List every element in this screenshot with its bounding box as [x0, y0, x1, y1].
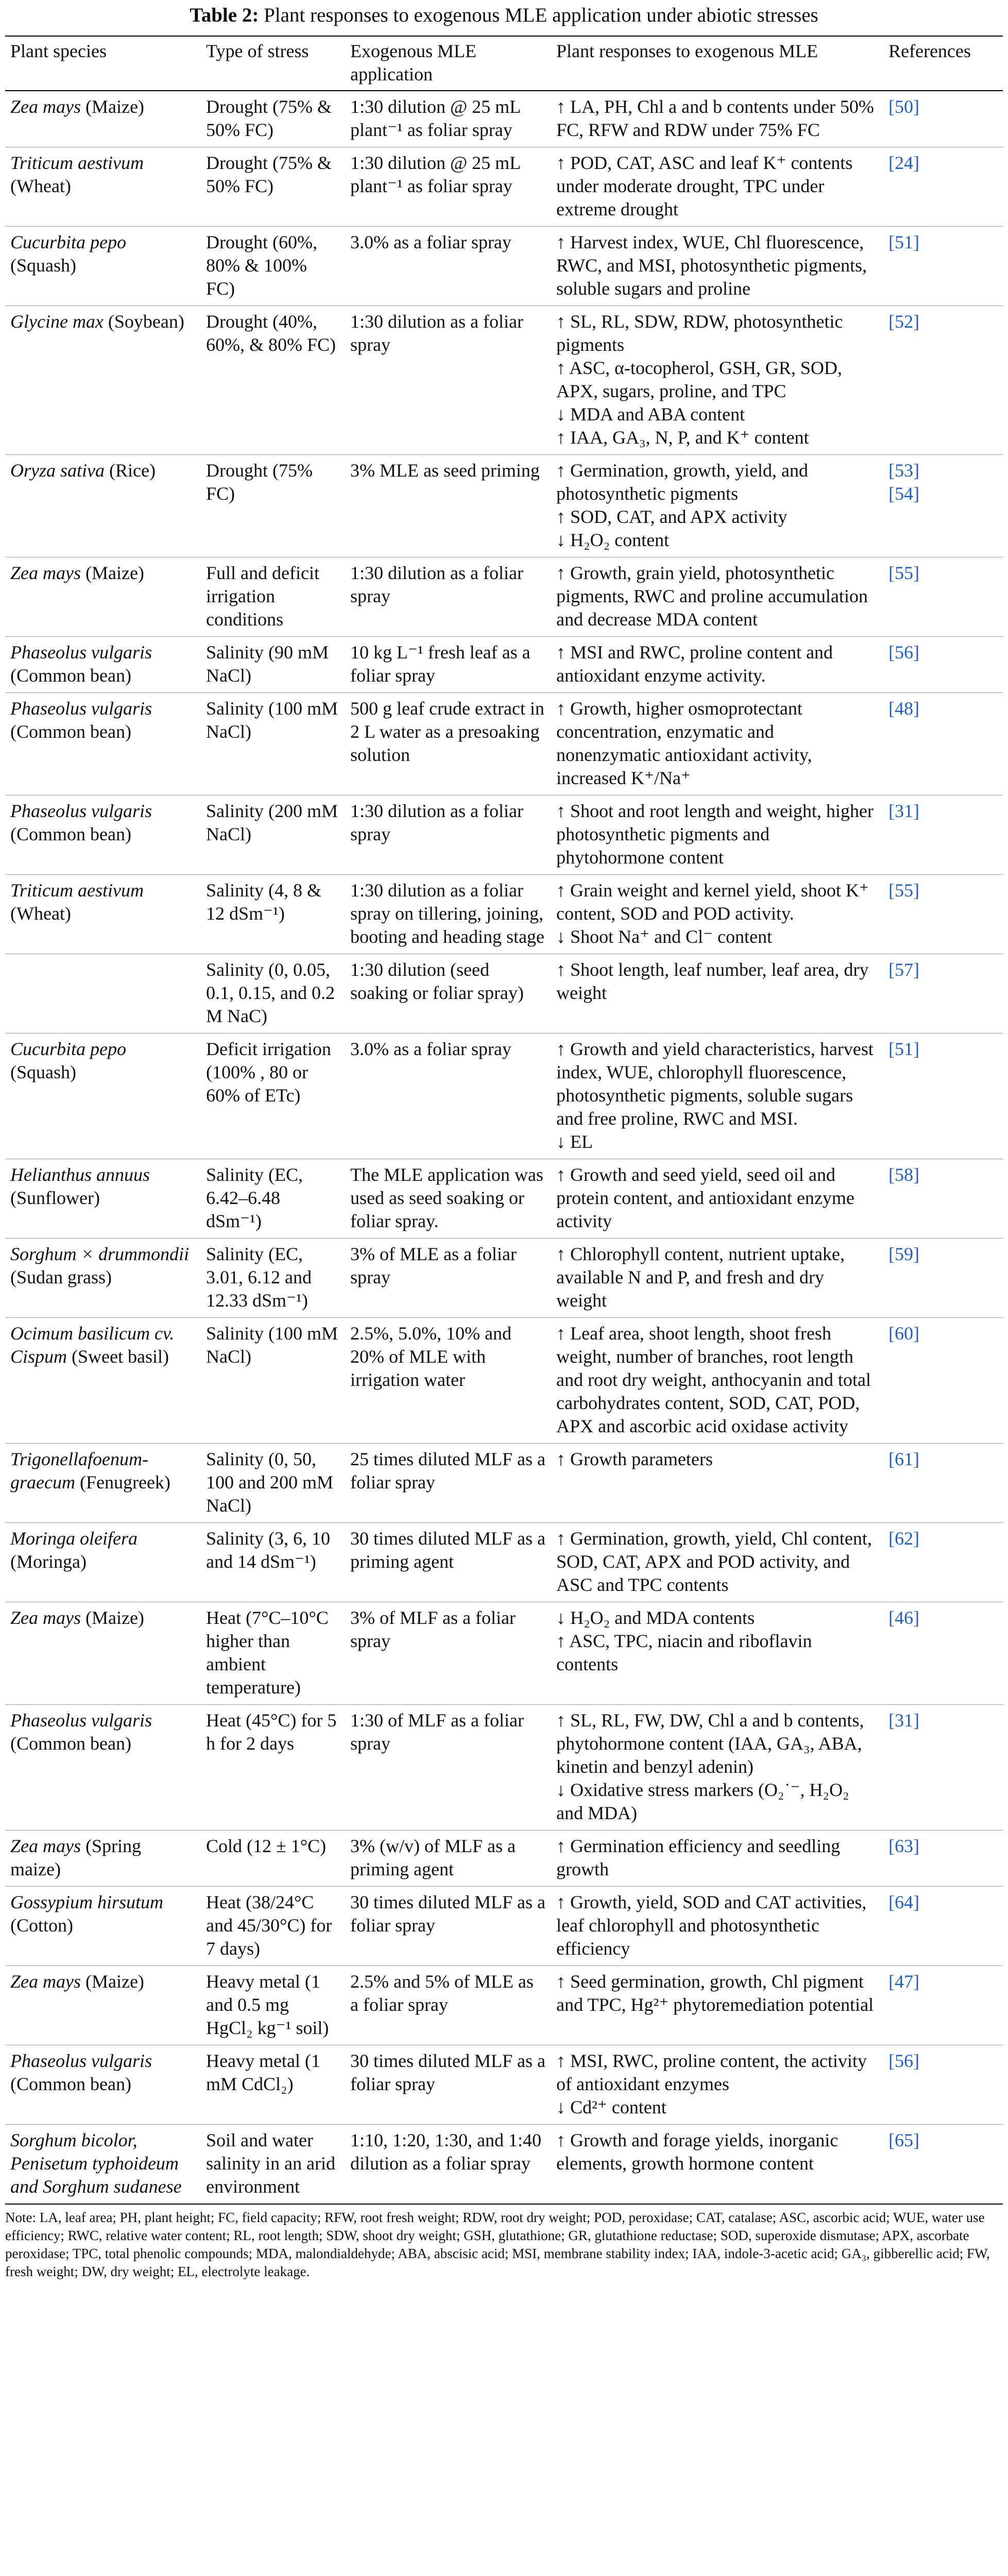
- species-scientific-name: Phaseolus vulgaris: [10, 641, 152, 663]
- species-scientific-name: Sorghum bicolor, Penisetum typhoideum and Sorghum sudanese: [10, 2129, 182, 2197]
- cell-type-of-stress: Salinity (EC, 3.01, 6.12 and 12.33 dSm⁻¹): [201, 1238, 345, 1317]
- cell-plant-species: [5, 226, 201, 306]
- table-caption: [5, 3, 1003, 28]
- table-row: [5, 147, 1003, 226]
- table-row: [5, 226, 1003, 306]
- table-row: [5, 2045, 1003, 2124]
- document: [5, 0, 1003, 2281]
- reference-link[interactable]: [64]: [883, 1886, 1003, 1965]
- table-label: Table 2:: [190, 4, 259, 26]
- reference-link[interactable]: [52]: [883, 306, 1003, 454]
- species-scientific-name: Phaseolus vulgaris: [10, 800, 152, 821]
- cell-mle-application: 3.0% as a foliar spray: [345, 226, 551, 306]
- species-scientific-name: Cucurbita pepo: [10, 1038, 126, 1059]
- species-common-name: (Moringa): [10, 1551, 87, 1572]
- reference-link[interactable]: [31]: [883, 1704, 1003, 1830]
- species-common-name: (Squash): [10, 255, 76, 276]
- cell-mle-application: 30 times diluted MLF as a foliar spray: [345, 2045, 551, 2124]
- species-common-name: (Common bean): [10, 665, 131, 686]
- cell-plant-species: [5, 1965, 201, 2045]
- cell-plant-response: ↑ Growth parameters: [551, 1443, 883, 1522]
- cell-mle-application: 2.5% and 5% of MLE as a foliar spray: [345, 1965, 551, 2045]
- reference-link[interactable]: [63]: [883, 1830, 1003, 1886]
- cell-mle-application: 1:30 dilution (seed soaking or foliar spray): [345, 954, 551, 1033]
- cell-plant-species: [5, 2045, 201, 2124]
- abiotic-stress-table: [5, 36, 1003, 2205]
- species-scientific-name: Ocimum basilicum cv. Cispum: [10, 1323, 175, 1367]
- cell-mle-application: 3% (w/v) of MLF as a priming agent: [345, 1830, 551, 1886]
- cell-plant-response: ↑ Grain weight and kernel yield, shoot K⁺ content, SOD and POD activity. ↓ Shoot Na⁺ and Cl⁻ content: [551, 874, 883, 954]
- table-row: [5, 795, 1003, 874]
- cell-plant-species: [5, 2124, 201, 2204]
- reference-link[interactable]: [62]: [883, 1522, 1003, 1602]
- table-header: [5, 36, 1003, 91]
- reference-link[interactable]: [50]: [883, 91, 1003, 147]
- cell-plant-response: ↑ Seed germination, growth, Chl pigment and TPC, Hg²⁺ phytoremediation potential: [551, 1965, 883, 2045]
- cell-plant-species: [5, 795, 201, 874]
- cell-plant-species: [5, 147, 201, 226]
- species-scientific-name: Moringa oleifera: [10, 1528, 138, 1549]
- cell-mle-application: 1:30 dilution @ 25 mL plant⁻¹ as foliar spray: [345, 91, 551, 147]
- cell-plant-response: ↑ Growth and forage yields, inorganic elements, growth hormone content: [551, 2124, 883, 2204]
- cell-plant-species: [5, 1443, 201, 1522]
- species-common-name: (Sudan grass): [10, 1266, 112, 1287]
- species-common-name: (Maize): [81, 562, 144, 583]
- table-row: [5, 1522, 1003, 1602]
- reference-link[interactable]: [55]: [883, 557, 1003, 636]
- cell-plant-response: ↑ MSI and RWC, proline content and antioxidant enzyme activity.: [551, 636, 883, 692]
- cell-plant-response: ↑ MSI, RWC, proline content, the activity of antioxidant enzymes ↓ Cd²⁺ content: [551, 2045, 883, 2124]
- species-scientific-name: Zea mays: [10, 1971, 81, 1992]
- cell-plant-response: ↑ Growth and seed yield, seed oil and protein content, and antioxidant enzyme activity: [551, 1159, 883, 1238]
- reference-link[interactable]: [53] [54]: [883, 454, 1003, 557]
- cell-plant-species: [5, 636, 201, 692]
- species-common-name: (Common bean): [10, 2073, 131, 2094]
- cell-type-of-stress: Salinity (90 mM NaCl): [201, 636, 345, 692]
- reference-link[interactable]: [56]: [883, 2045, 1003, 2124]
- cell-type-of-stress: Heat (45°C) for 5 h for 2 days: [201, 1704, 345, 1830]
- species-common-name: (Spring maize): [10, 1835, 141, 1879]
- cell-plant-species: [5, 1033, 201, 1159]
- cell-plant-species: [5, 91, 201, 147]
- cell-plant-species: [5, 954, 201, 1033]
- reference-link[interactable]: [60]: [883, 1317, 1003, 1443]
- cell-mle-application: 1:30 dilution as a foliar spray: [345, 306, 551, 454]
- reference-link[interactable]: [65]: [883, 2124, 1003, 2204]
- species-common-name: (Common bean): [10, 823, 131, 844]
- cell-type-of-stress: Heavy metal (1 and 0.5 mg HgCl₂ kg⁻¹ soil): [201, 1965, 345, 2045]
- cell-mle-application: 1:30 dilution @ 25 mL plant⁻¹ as foliar spray: [345, 147, 551, 226]
- table-row: [5, 1886, 1003, 1965]
- reference-link[interactable]: [61]: [883, 1443, 1003, 1522]
- table-row: [5, 1965, 1003, 2045]
- cell-type-of-stress: Salinity (EC, 6.42–6.48 dSm⁻¹): [201, 1159, 345, 1238]
- reference-link[interactable]: [31]: [883, 795, 1003, 874]
- species-scientific-name: Zea mays: [10, 1607, 81, 1628]
- cell-plant-response: ↑ POD, CAT, ASC and leaf K⁺ contents under moderate drought, TPC under extreme drought: [551, 147, 883, 226]
- species-scientific-name: Oryza sativa: [10, 460, 105, 481]
- reference-link[interactable]: [24]: [883, 147, 1003, 226]
- cell-type-of-stress: Salinity (0, 0.05, 0.1, 0.15, and 0.2 M NaC): [201, 954, 345, 1033]
- cell-mle-application: 1:30 dilution as a foliar spray: [345, 795, 551, 874]
- cell-type-of-stress: Heat (7°C–10°C higher than ambient temperature): [201, 1602, 345, 1704]
- cell-plant-response: ↑ Growth, higher osmoprotectant concentration, enzymatic and nonenzymatic antioxidant activity, increased K⁺/Na⁺: [551, 692, 883, 795]
- reference-link[interactable]: [46]: [883, 1602, 1003, 1704]
- cell-plant-response: ↑ Shoot length, leaf number, leaf area, dry weight: [551, 954, 883, 1033]
- species-scientific-name: Sorghum × drummondii: [10, 1243, 189, 1264]
- cell-plant-species: [5, 1317, 201, 1443]
- cell-type-of-stress: Cold (12 ± 1°C): [201, 1830, 345, 1886]
- cell-plant-species: [5, 1830, 201, 1886]
- table-body: [5, 91, 1003, 2204]
- cell-mle-application: 500 g leaf crude extract in 2 L water as a presoaking solution: [345, 692, 551, 795]
- reference-link[interactable]: [51]: [883, 1033, 1003, 1159]
- species-scientific-name: Trigonellafoenum-graecum: [10, 1448, 148, 1493]
- species-common-name: (Maize): [81, 96, 144, 117]
- cell-type-of-stress: Drought (75% & 50% FC): [201, 147, 345, 226]
- species-scientific-name: Triticum aestivum: [10, 879, 144, 901]
- cell-type-of-stress: Salinity (200 mM NaCl): [201, 795, 345, 874]
- cell-plant-species: [5, 1602, 201, 1704]
- cell-type-of-stress: Drought (60%, 80% & 100% FC): [201, 226, 345, 306]
- cell-plant-response: ↑ Growth and yield characteristics, harvest index, WUE, chlorophyll fluorescence, photosynthetic pigments, soluble sugars and free proline, RWC and MSI. ↓ EL: [551, 1033, 883, 1159]
- cell-plant-species: [5, 1238, 201, 1317]
- table-row: [5, 1602, 1003, 1704]
- species-scientific-name: Phaseolus vulgaris: [10, 1709, 152, 1731]
- reference-link[interactable]: [48]: [883, 692, 1003, 795]
- species-scientific-name: Helianthus annuus: [10, 1164, 150, 1185]
- col-references: References: [883, 36, 1003, 91]
- cell-plant-response: ↑ Chlorophyll content, nutrient uptake, available N and P, and fresh and dry weight: [551, 1238, 883, 1317]
- col-type-of-stress: Type of stress: [201, 36, 345, 91]
- cell-plant-species: [5, 1159, 201, 1238]
- cell-plant-response: ↑ Germination efficiency and seedling growth: [551, 1830, 883, 1886]
- cell-plant-response: ↓ H₂O₂ and MDA contents ↑ ASC, TPC, niacin and riboflavin contents: [551, 1602, 883, 1704]
- cell-mle-application: 3% of MLE as a foliar spray: [345, 1238, 551, 1317]
- species-common-name: (Soybean): [103, 311, 184, 332]
- reference-link[interactable]: [56]: [883, 636, 1003, 692]
- cell-type-of-stress: Salinity (4, 8 & 12 dSm⁻¹): [201, 874, 345, 954]
- species-scientific-name: Triticum aestivum: [10, 152, 144, 173]
- cell-type-of-stress: Deficit irrigation (100% , 80 or 60% of ETc): [201, 1033, 345, 1159]
- cell-type-of-stress: Drought (75% FC): [201, 454, 345, 557]
- table-row: [5, 91, 1003, 147]
- cell-plant-species: [5, 557, 201, 636]
- table-note: Note: LA, leaf area; PH, plant height; FC, field capacity; RFW, root fresh weight; RDW, root dry weight; POD, peroxidase; CAT, catalase; ASC, ascorbic acid; WUE, water use efficiency; RWC, relative water content; RL, root length; SDW, shoot dry weight; GSH, glutathione; GR, glutathione reductase; SOD, superoxide dismutase; APX, ascorbate peroxidase; TPC, total phenolic compounds; MDA, malondialdehyde; ABA, abscisic acid; MSI, membrane stability index; IAA, indole-3-acetic acid; GA₃, gibberellic acid; FW, fresh weight; DW, dry weight; EL, electrolyte leakage.: [5, 2209, 990, 2280]
- species-common-name: (Common bean): [10, 721, 131, 742]
- cell-plant-response: ↑ LA, PH, Chl a and b contents under 50% FC, RFW and RDW under 75% FC: [551, 91, 883, 147]
- table-row: [5, 636, 1003, 692]
- cell-type-of-stress: Drought (75% & 50% FC): [201, 91, 345, 147]
- cell-plant-response: ↑ Growth, grain yield, photosynthetic pigments, RWC and proline accumulation and decrease MDA content: [551, 557, 883, 636]
- cell-mle-application: 3% of MLF as a foliar spray: [345, 1602, 551, 1704]
- species-common-name: (Sweet basil): [67, 1346, 169, 1367]
- species-scientific-name: Gossypium hirsutum: [10, 1891, 164, 1912]
- reference-link[interactable]: [47]: [883, 1965, 1003, 2045]
- species-common-name: (Sunflower): [10, 1187, 100, 1208]
- cell-plant-response: ↑ SL, RL, SDW, RDW, photosynthetic pigments ↑ ASC, α-tocopherol, GSH, GR, SOD, APX, sugars, proline, and TPC ↓ MDA and ABA content ↑ IAA, GA₃, N, P, and K⁺ content: [551, 306, 883, 454]
- table-row: [5, 1238, 1003, 1317]
- cell-mle-application: 25 times diluted MLF as a foliar spray: [345, 1443, 551, 1522]
- table-row: [5, 1159, 1003, 1238]
- species-common-name: (Wheat): [10, 175, 71, 196]
- cell-type-of-stress: Soil and water salinity in an arid environment: [201, 2124, 345, 2204]
- table-row: [5, 557, 1003, 636]
- table-row: [5, 1704, 1003, 1830]
- table-row: [5, 874, 1003, 954]
- table-row: [5, 954, 1003, 1033]
- species-common-name: (Rice): [105, 460, 156, 481]
- table-title: Plant responses to exogenous MLE application under abiotic stresses: [264, 4, 818, 26]
- reference-link[interactable]: [58]: [883, 1159, 1003, 1238]
- cell-plant-species: [5, 1704, 201, 1830]
- species-scientific-name: Cucurbita pepo: [10, 231, 126, 252]
- cell-mle-application: 30 times diluted MLF as a priming agent: [345, 1522, 551, 1602]
- cell-plant-response: ↑ Germination, growth, yield, and photosynthetic pigments ↑ SOD, CAT, and APX activity ↓ H₂O₂ content: [551, 454, 883, 557]
- cell-type-of-stress: Heavy metal (1 mM CdCl₂): [201, 2045, 345, 2124]
- table-row: [5, 692, 1003, 795]
- table-row: [5, 1830, 1003, 1886]
- table-row: [5, 1317, 1003, 1443]
- col-plant-responses: Plant responses to exogenous MLE: [551, 36, 883, 91]
- reference-link[interactable]: [51]: [883, 226, 1003, 306]
- cell-type-of-stress: Heat (38/24°C and 45/30°C) for 7 days): [201, 1886, 345, 1965]
- species-common-name: (Common bean): [10, 1733, 131, 1754]
- cell-plant-response: ↑ Leaf area, shoot length, shoot fresh weight, number of branches, root length and root dry weight, anthocyanin and total carbohydrates content, SOD, CAT, POD, APX and ascorbic acid oxidase activity: [551, 1317, 883, 1443]
- cell-mle-application: 3% MLE as seed priming: [345, 454, 551, 557]
- table-row: [5, 454, 1003, 557]
- species-common-name: (Maize): [81, 1607, 144, 1628]
- reference-link[interactable]: [57]: [883, 954, 1003, 1033]
- col-plant-species: Plant species: [5, 36, 201, 91]
- reference-link[interactable]: [59]: [883, 1238, 1003, 1317]
- table-row: [5, 1443, 1003, 1522]
- cell-mle-application: The MLE application was used as seed soaking or foliar spray.: [345, 1159, 551, 1238]
- reference-link[interactable]: [55]: [883, 874, 1003, 954]
- cell-plant-response: ↑ Growth, yield, SOD and CAT activities, leaf chlorophyll and photosynthetic efficiency: [551, 1886, 883, 1965]
- cell-plant-response: ↑ Germination, growth, yield, Chl content, SOD, CAT, APX and POD activity, and ASC and TPC contents: [551, 1522, 883, 1602]
- table-row: [5, 2124, 1003, 2204]
- cell-mle-application: 1:10, 1:20, 1:30, and 1:40 dilution as a foliar spray: [345, 2124, 551, 2204]
- species-common-name: (Maize): [81, 1971, 144, 1992]
- cell-mle-application: 10 kg L⁻¹ fresh leaf as a foliar spray: [345, 636, 551, 692]
- species-common-name: (Squash): [10, 1061, 76, 1082]
- cell-plant-species: [5, 454, 201, 557]
- cell-type-of-stress: Full and deficit irrigation conditions: [201, 557, 345, 636]
- species-scientific-name: Zea mays: [10, 1835, 81, 1856]
- species-scientific-name: Phaseolus vulgaris: [10, 698, 152, 719]
- cell-mle-application: 2.5%, 5.0%, 10% and 20% of MLE with irrigation water: [345, 1317, 551, 1443]
- species-scientific-name: Glycine max: [10, 311, 104, 332]
- species-scientific-name: Phaseolus vulgaris: [10, 2050, 152, 2071]
- cell-type-of-stress: Salinity (0, 50, 100 and 200 mM NaCl): [201, 1443, 345, 1522]
- col-exogenous-mle-application: Exogenous MLE application: [345, 36, 551, 91]
- cell-plant-response: ↑ Shoot and root length and weight, higher photosynthetic pigments and phytohormone content: [551, 795, 883, 874]
- species-common-name: (Cotton): [10, 1914, 73, 1936]
- table-row: [5, 1033, 1003, 1159]
- cell-plant-species: [5, 692, 201, 795]
- cell-plant-species: [5, 1522, 201, 1602]
- cell-mle-application: 1:30 dilution as a foliar spray: [345, 557, 551, 636]
- cell-mle-application: 1:30 of MLF as a foliar spray: [345, 1704, 551, 1830]
- species-common-name: (Fenugreek): [75, 1471, 170, 1493]
- cell-plant-species: [5, 306, 201, 454]
- cell-type-of-stress: Drought (40%, 60%, & 80% FC): [201, 306, 345, 454]
- cell-type-of-stress: Salinity (3, 6, 10 and 14 dSm⁻¹): [201, 1522, 345, 1602]
- cell-mle-application: 3.0% as a foliar spray: [345, 1033, 551, 1159]
- cell-mle-application: 30 times diluted MLF as a foliar spray: [345, 1886, 551, 1965]
- species-scientific-name: Zea mays: [10, 96, 81, 117]
- cell-plant-response: ↑ Harvest index, WUE, Chl fluorescence, RWC, and MSI, photosynthetic pigments, soluble sugars and proline: [551, 226, 883, 306]
- species-common-name: (Wheat): [10, 903, 71, 924]
- cell-plant-species: [5, 1886, 201, 1965]
- species-scientific-name: Zea mays: [10, 562, 81, 583]
- cell-plant-response: ↑ SL, RL, FW, DW, Chl a and b contents, phytohormone content (IAA, GA₃, ABA, kinetin and benzyl adenin) ↓ Oxidative stress markers (O₂˙⁻, H₂O₂ and MDA): [551, 1704, 883, 1830]
- header-row: [5, 36, 1003, 91]
- table-row: [5, 306, 1003, 454]
- cell-mle-application: 1:30 dilution as a foliar spray on tillering, joining, booting and heading stage: [345, 874, 551, 954]
- cell-type-of-stress: Salinity (100 mM NaCl): [201, 692, 345, 795]
- cell-type-of-stress: Salinity (100 mM NaCl): [201, 1317, 345, 1443]
- cell-plant-species: [5, 874, 201, 954]
